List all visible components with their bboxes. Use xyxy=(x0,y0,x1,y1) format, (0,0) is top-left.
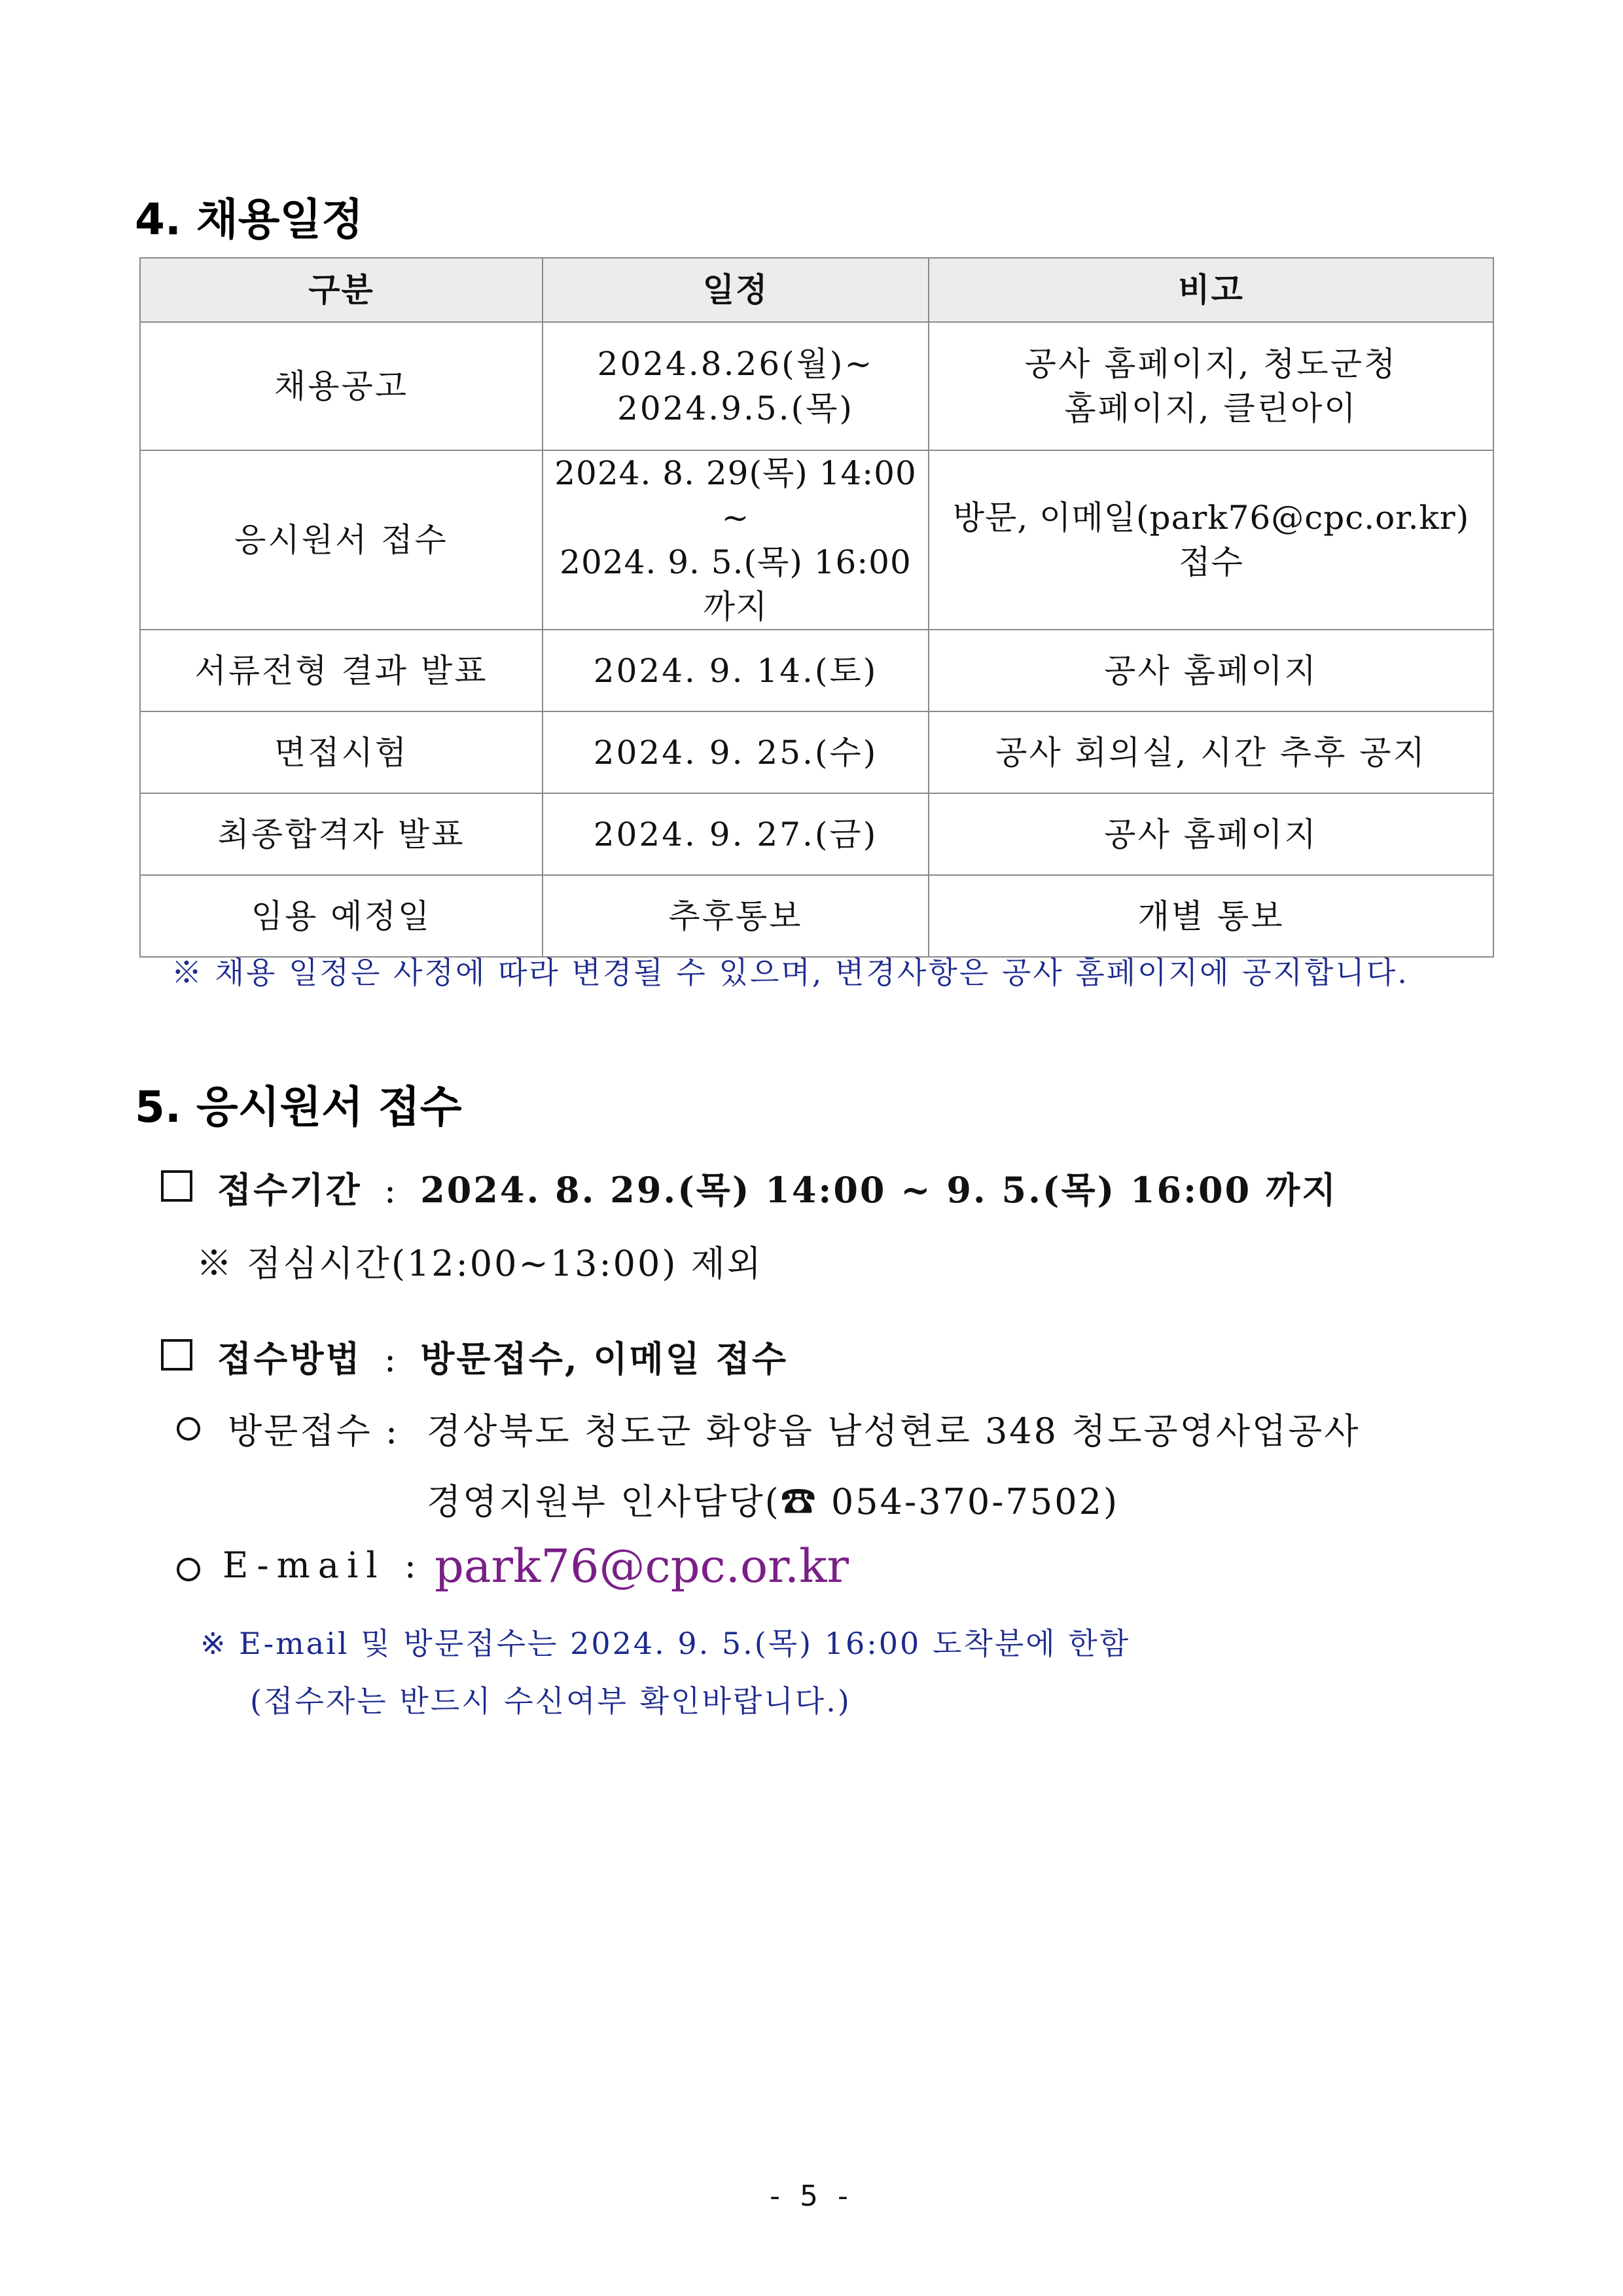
section-4-title: 4. 채용일정 xyxy=(135,194,363,245)
visit-label: 방문접수 : xyxy=(228,1410,400,1452)
method-line xyxy=(217,1331,788,1382)
table-row xyxy=(140,875,1493,957)
visit-address-line2 xyxy=(427,1474,1119,1524)
cell-remarks: 공사 홈페이지 xyxy=(929,793,1493,875)
visit-address-line1: 경상북도 청도군 화양읍 남성현로 348 청도공영사업공사 xyxy=(427,1410,1361,1452)
checkbox-icon xyxy=(161,1170,192,1202)
page-number: - 5 - xyxy=(770,2179,853,2213)
period-separator: : xyxy=(383,1170,399,1211)
method-separator: : xyxy=(383,1338,399,1380)
method-note-line2: (접수자는 반드시 수신여부 확인바랍니다.) xyxy=(250,1683,851,1719)
cell-remarks: 공사 홈페이지 xyxy=(929,630,1493,711)
period-value: 2024. 8. 29.(목) 14:00 ~ 9. 5.(목) 16:00 까지 xyxy=(420,1169,1338,1211)
cell-schedule: 2024. 9. 27.(금) xyxy=(543,793,929,875)
cell-category: 채용공고 xyxy=(140,322,543,450)
cell-category: 서류전형 결과 발표 xyxy=(140,630,543,711)
method-value: 방문접수, 이메일 접수 xyxy=(420,1338,789,1380)
circle-bullet-icon xyxy=(177,1558,200,1581)
period-line xyxy=(217,1162,1338,1213)
period-label: 접수기간 xyxy=(217,1169,362,1211)
table-row xyxy=(140,450,1493,630)
cell-schedule: 2024.8.26(월)~ 2024.9.5.(목) xyxy=(543,322,929,450)
method-label: 접수방법 xyxy=(217,1338,362,1380)
cell-remarks: 방문, 이메일(park76@cpc.or.kr) 접수 xyxy=(929,450,1493,630)
schedule-table xyxy=(139,257,1494,958)
cell-schedule: 추후통보 xyxy=(543,875,929,957)
checkbox-icon xyxy=(161,1339,192,1371)
table-row xyxy=(140,711,1493,793)
email-label: E-mail : xyxy=(223,1545,424,1586)
cell-category: 최종합격자 발표 xyxy=(140,793,543,875)
phone-number: 054-370-7502) xyxy=(817,1481,1120,1522)
header-remarks: 비고 xyxy=(929,258,1493,322)
header-schedule: 일정 xyxy=(543,258,929,322)
cell-remarks: 공사 회의실, 시간 추후 공지 xyxy=(929,711,1493,793)
cell-remarks: 개별 통보 xyxy=(929,875,1493,957)
table-row xyxy=(140,322,1493,450)
method-note-line1: ※ E-mail 및 방문접수는 2024. 9. 5.(목) 16:00 도착분에 한함 xyxy=(200,1626,1131,1661)
cell-schedule: 2024. 9. 14.(토) xyxy=(543,630,929,711)
email-address[interactable]: park76@cpc.or.kr xyxy=(435,1539,849,1593)
table-row xyxy=(140,793,1493,875)
table-header-row xyxy=(140,258,1493,322)
cell-schedule: 2024. 8. 29(목) 14:00 ~ 2024. 9. 5.(목) 16:00까지 xyxy=(543,450,929,630)
section-5-title: 5. 응시원서 접수 xyxy=(135,1082,462,1132)
phone-icon: ☎ xyxy=(780,1481,818,1522)
header-category: 구분 xyxy=(140,258,543,322)
visit-address-prefix: 경영지원부 인사담당( xyxy=(427,1481,781,1522)
cell-category: 임용 예정일 xyxy=(140,875,543,957)
cell-category: 응시원서 접수 xyxy=(140,450,543,630)
cell-remarks: 공사 홈페이지, 청도군청 홈페이지, 클린아이 xyxy=(929,322,1493,450)
cell-category: 면접시험 xyxy=(140,711,543,793)
circle-bullet-icon xyxy=(177,1417,200,1441)
schedule-note: ※ 채용 일정은 사정에 따라 변경될 수 있으며, 변경사항은 공사 홈페이지에 공지합니다. xyxy=(171,955,1409,990)
table-row xyxy=(140,630,1493,711)
cell-schedule: 2024. 9. 25.(수) xyxy=(543,711,929,793)
period-note: ※ 점심시간(12:00~13:00) 제외 xyxy=(196,1243,763,1284)
